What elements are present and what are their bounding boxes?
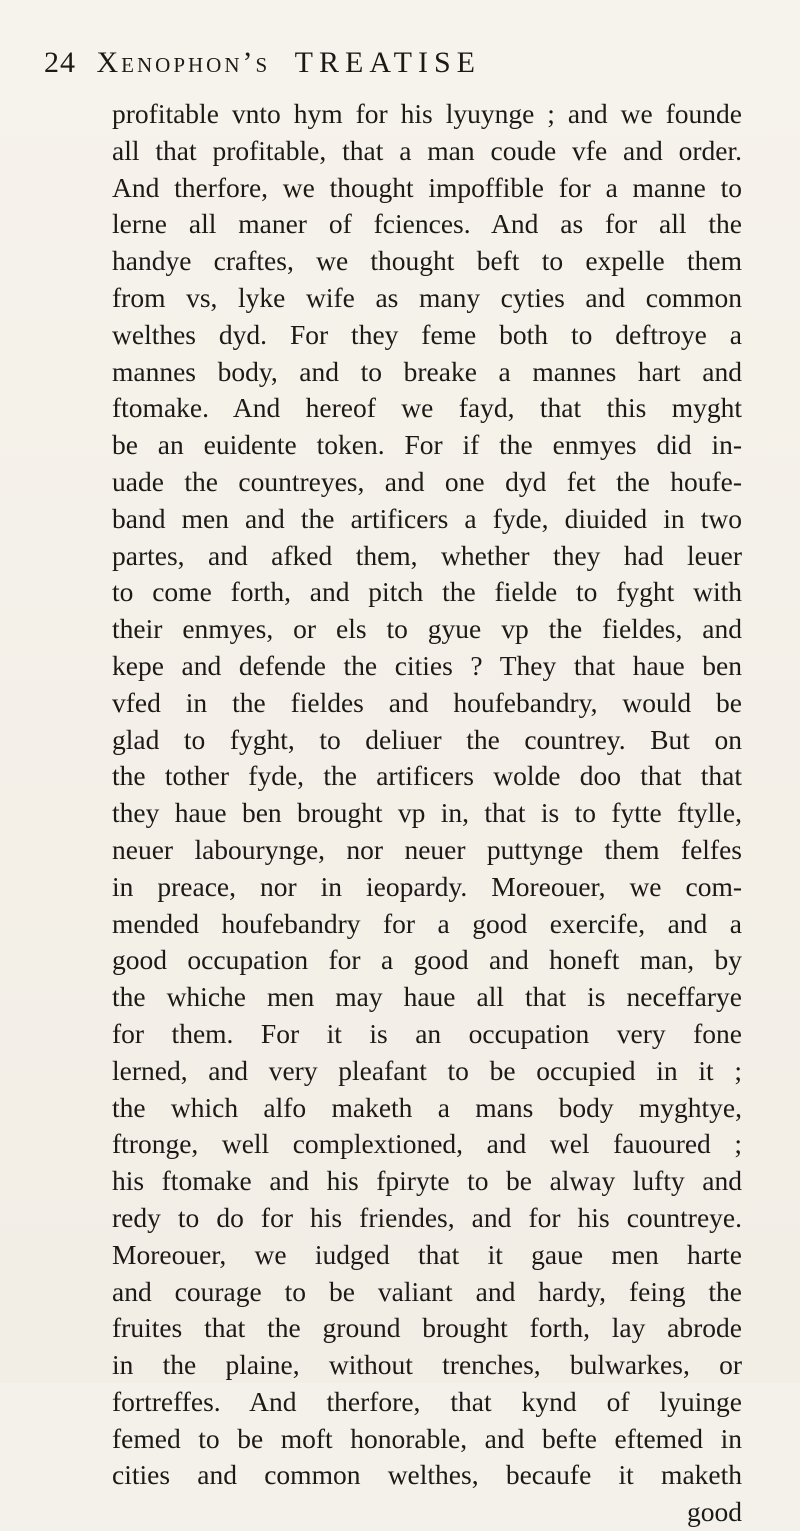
text-line: femed to be moft honorable, and befte eftemed in [112,1422,742,1454]
text-line: uade the countreyes, and one dyd fet the houfe- [112,465,742,497]
text-line: his ftomake and his fpiryte to be alway lufty and [112,1165,742,1197]
text-line: be an euidente token. For if the enmyes did in- [112,429,742,461]
text-line: in the plaine, without trenches, bulwarkes, or [112,1349,742,1381]
text-line: vfed in the fieldes and houfebandry, would be [112,686,742,718]
text-line: welthes dyd. For they feme both to deftroye a [112,318,742,350]
text-line: the whiche men may haue all that is neceffarye [112,981,742,1013]
text-line: mannes body, and to breake a mannes hart and [112,355,742,387]
header-author: Xenophon’s [96,46,271,79]
text-line: lerne all maner of fciences. And as for all the [112,208,742,240]
text-line: mended houfebandry for a good exercife, and a [112,907,742,939]
text-line: glad to fyght, to deliuer the countrey. But on [112,723,742,755]
text-line: And therfore, we thought impoffible for a manne to [112,171,742,203]
text-line: they haue ben brought vp in, that is to fytte ftylle, [112,797,742,829]
text-line: handye craftes, we thought beft to expelle them [112,245,742,277]
text-line: the which alfo maketh a mans body myghtye, [112,1091,742,1123]
text-line: neuer labourynge, nor neuer puttynge them felfes [112,833,742,865]
text-line: profitable vnto hym for his lyuynge ; and we founde [112,98,742,129]
text-line: all that profitable, that a man coude vfe and order. [112,134,742,166]
text-line: ftomake. And hereof we fayd, that this myght [112,392,742,424]
text-line: partes, and afked them, whether they had leuer [112,539,742,571]
text-line: good occupation for a good and honeft man, by [112,944,742,976]
body-text [112,96,742,1531]
text-line: fortreffes. And therfore, that kynd of lyuinge [112,1385,742,1417]
text-line: good [687,1496,742,1528]
text-line: band men and the artificers a fyde, diuided in two [112,502,742,534]
text-line: fruites that the ground brought forth, lay abrode [112,1312,742,1344]
page-number: 24 [44,46,76,79]
text-line: cities and common welthes, becaufe it maketh [112,1459,742,1491]
text-line: for them. For it is an occupation very fone [112,1017,742,1049]
text-line: kepe and defende the cities ? They that haue ben [112,649,742,681]
header-title: TREATISE [294,46,481,79]
text-line: redy to do for his friendes, and for his countreye. [112,1201,742,1233]
running-header [44,46,734,90]
text-line: and courage to be valiant and hardy, feing the [112,1275,742,1307]
text-line: their enmyes, or els to gyue vp the fieldes, and [112,613,742,645]
text-line: from vs, lyke wife as many cyties and common [112,281,742,313]
text-line: lerned, and very pleafant to be occupied in it ; [112,1054,742,1086]
text-line: the tother fyde, the artificers wolde doo that that [112,760,742,792]
text-line: in preace, nor in ieopardy. Moreouer, we com- [112,870,742,902]
text-line: to come forth, and pitch the fielde to fyght with [112,576,742,608]
text-line: Moreouer, we iudged that it gaue men harte [112,1238,742,1270]
text-line: ftronge, well complextioned, and wel fauoured ; [112,1128,742,1160]
